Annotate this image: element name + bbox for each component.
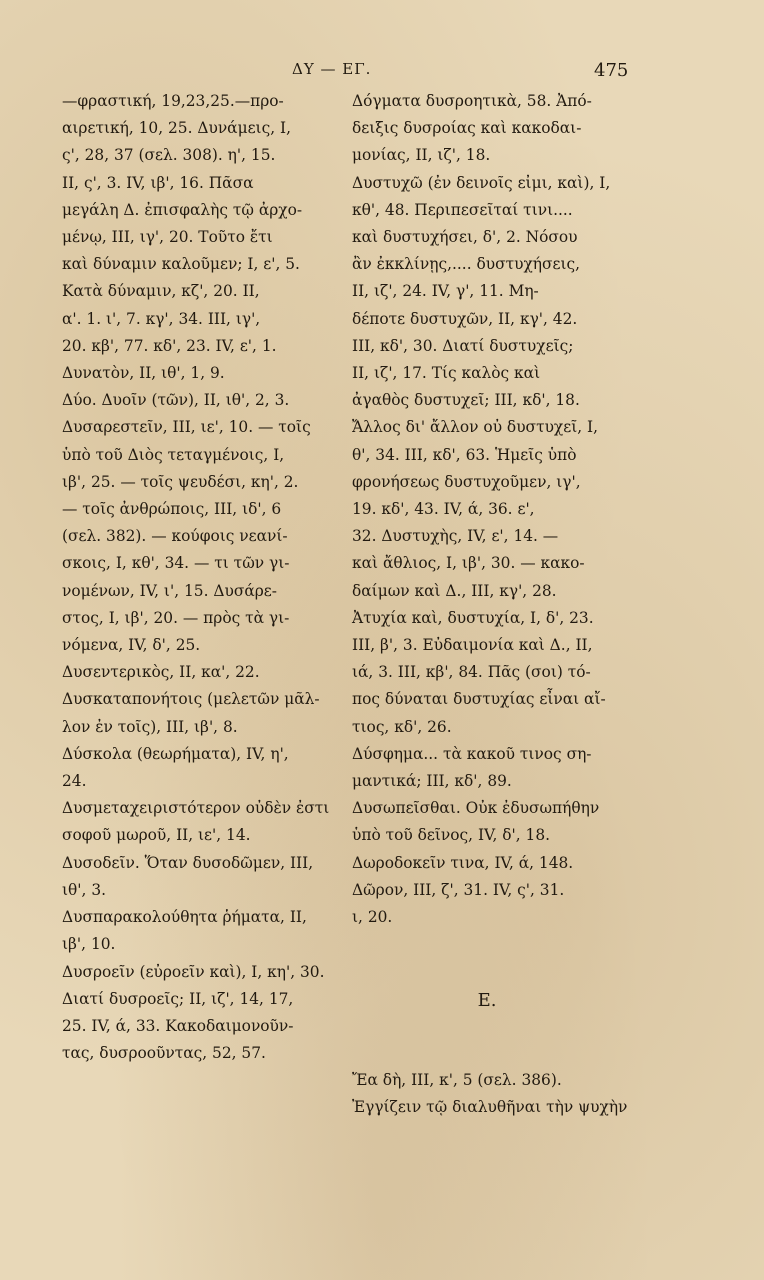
index-line: τιος, κδ', 26.	[352, 717, 452, 736]
index-line: δέποτε δυστυχῶν, ΙΙ, κγ', 42.	[352, 309, 578, 328]
index-line: λον ἐν τοῖς), ΙΙΙ, ιβ', 8.	[62, 717, 238, 736]
index-line: Διατί δυσροεῖς; ΙΙ, ιζ', 14, 17,	[62, 989, 294, 1008]
section-letter: Ε.	[477, 990, 497, 1012]
index-line: Δύο. Δυοῖν (τῶν), ΙΙ, ιθ', 2, 3.	[62, 391, 290, 410]
index-line: ιβ', 10.	[62, 935, 116, 954]
index-line: Κατὰ δύναμιν, κζ', 20. ΙΙ,	[62, 282, 260, 301]
right-column-entries	[352, 88, 642, 931]
index-line: — τοῖς ἀνθρώποις, ΙΙΙ, ιδ', 6	[62, 500, 282, 519]
index-line: ιά, 3. ΙΙΙ, κβ', 84. Πᾶς (σοι) τό-	[352, 663, 591, 682]
index-line: ΙΙ, ιζ', 24. IV, γ', 11. Μη-	[352, 282, 539, 301]
index-line: 20. κβ', 77. κδ', 23. IV, ε', 1.	[62, 336, 277, 355]
index-line: Δυστυχῶ (ἐν δεινοῖς εἰμι, καὶ), Ι,	[352, 173, 611, 192]
index-line: μαντικά; ΙΙΙ, κδ', 89.	[352, 772, 512, 791]
index-line: ΙΙ, ιζ', 17. Τίς καλὸς καὶ	[352, 364, 541, 383]
index-line: 32. Δυστυχὴς, IV, ε', 14. —	[352, 527, 559, 546]
index-line: καὶ δυστυχήσει, δ', 2. Νόσου	[352, 228, 578, 247]
index-line: Δυσεντερικὸς, ΙΙ, κα', 22.	[62, 663, 260, 682]
index-line: 25. IV, ά, 33. Κακοδαιμονοῦν-	[62, 1016, 294, 1035]
index-line: καὶ ἄθλιος, Ι, ιβ', 30. — κακο-	[352, 554, 585, 573]
index-line: ιθ', 3.	[62, 880, 107, 899]
index-line: 19. κδ', 43. IV, ά, 36. ε',	[352, 500, 535, 519]
index-line: μένῳ, ΙΙΙ, ιγ', 20. Τοῦτο ἔτι	[62, 228, 273, 247]
index-line: μονίας, ΙΙ, ιζ', 18.	[352, 146, 491, 165]
index-line: Δυσωπεῖσθαι. Οὐκ ἐδυσωπήθην	[352, 799, 600, 818]
index-line: —φραστική, 19,23,25.—προ-	[62, 92, 284, 110]
index-line: Δῶρον, ΙΙΙ, ζ', 31. IV, ς', 31.	[352, 880, 565, 899]
index-line: ἂν ἐκκλίνῃς,.... δυστυχήσεις,	[352, 255, 581, 274]
index-line: Δυνατὸν, ΙΙ, ιθ', 1, 9.	[62, 364, 225, 383]
index-line: ΙΙΙ, κδ', 30. Διατί δυστυχεῖς;	[352, 336, 574, 355]
index-line: Ἀτυχία καὶ, δυστυχία, Ι, δ', 23.	[352, 608, 594, 627]
right-column	[352, 88, 642, 1121]
index-line: σκοις, Ι, κθ', 34. — τι τῶν γι-	[62, 554, 290, 573]
index-line: ὑπὸ τοῦ δεῖνος, IV, δ', 18.	[352, 826, 551, 845]
index-line: 24.	[62, 772, 87, 791]
index-line: Δυσροεῖν (εὐροεῖν καὶ), Ι, κη', 30.	[62, 962, 325, 981]
index-line: ἀγαθὸς δυστυχεῖ; ΙΙΙ, κδ', 18.	[352, 391, 580, 410]
left-column	[62, 88, 346, 1067]
index-line: (σελ. 382). — κούφοις νεανί-	[62, 527, 288, 546]
index-line: Ἔα δὴ, ΙΙΙ, κ', 5 (σελ. 386).	[352, 1070, 562, 1089]
index-line: δειξις δυσροίας καὶ κακοδαι-	[352, 119, 582, 138]
index-line: Δυσοδεῖν. Ὅταν δυσοδῶμεν, ΙΙΙ,	[62, 853, 314, 872]
index-line: αιρετική, 10, 25. Δυνάμεις, Ι,	[62, 119, 291, 138]
index-line: κθ', 48. Περιπεσεῖταί τινι....	[352, 200, 573, 219]
page-header	[0, 60, 764, 86]
index-line: μεγάλη Δ. ἐπισφαλὴς τῷ ἀρχο-	[62, 200, 303, 219]
index-line: Δυσμεταχειριστότερον οὐδὲν ἐστι	[62, 799, 330, 818]
index-line: Δυσαρεστεῖν, ΙΙΙ, ιε', 10. — τοῖς	[62, 418, 311, 437]
index-line: στος, Ι, ιβ', 20. — πρὸς τὰ γι-	[62, 608, 290, 627]
index-line: α'. 1. ι', 7. κγ', 34. ΙΙΙ, ιγ',	[62, 309, 261, 328]
index-line: Ἄλλος δι' ἄλλον οὐ δυστυχεῖ, Ι,	[352, 418, 599, 437]
index-line: θ', 34. ΙΙΙ, κδ', 63. Ἡμεῖς ὑπὸ	[352, 445, 577, 464]
index-line: Δωροδοκεῖν τινα, IV, ά, 148.	[352, 853, 574, 872]
index-line: ΙΙ, ς', 3. IV, ιβ', 16. Πᾶσα	[62, 173, 254, 192]
index-line: Δύσκολα (θεωρήματα), IV, η',	[62, 744, 289, 763]
page-number: 475	[594, 60, 629, 81]
index-line: δαίμων καὶ Δ., ΙΙΙ, κγ', 28.	[352, 581, 557, 600]
index-line: τας, δυσροοῦντας, 52, 57.	[62, 1044, 266, 1063]
index-line: φρονήσεως δυστυχοῦμεν, ιγ',	[352, 472, 581, 491]
index-line: Δύσφημα... τὰ κακοῦ τινος ση-	[352, 744, 592, 763]
index-line: Δόγματα δυσροητικὰ, 58. Ἀπό-	[352, 92, 592, 110]
index-line: σοφοῦ μωροῦ, ΙΙ, ιε', 14.	[62, 826, 251, 845]
index-line: ι, 20.	[352, 908, 393, 927]
index-line: καὶ δύναμιν καλοῦμεν; Ι, ε', 5.	[62, 255, 300, 274]
index-line: νόμενα, IV, δ', 25.	[62, 636, 201, 655]
running-head: ΔΥ — ΕΓ.	[292, 60, 372, 78]
index-line: Δυσπαρακολούθητα ῥήματα, ΙΙ,	[62, 908, 307, 927]
index-line: πος δύναται δυστυχίας εἶναι αἴ-	[352, 690, 606, 709]
index-line: νομένων, IV, ι', 15. Δυσάρε-	[62, 581, 277, 600]
index-line: ὑπὸ τοῦ Διὸς τεταγμένοις, Ι,	[62, 445, 285, 464]
index-line: Δυσκαταπονήτοις (μελετῶν μᾶλ-	[62, 690, 320, 709]
right-column-entries-section-e	[352, 1067, 642, 1121]
index-line: ΙΙΙ, β', 3. Εὐδαιμονία καὶ Δ., ΙΙ,	[352, 636, 593, 655]
index-line: Ἐγγίζειν τῷ διαλυθῆναι τὴν ψυχὴν	[352, 1097, 628, 1116]
index-line: ιβ', 25. — τοῖς ψευδέσι, κη', 2.	[62, 472, 299, 491]
index-line: ς', 28, 37 (σελ. 308). η', 15.	[62, 146, 276, 165]
